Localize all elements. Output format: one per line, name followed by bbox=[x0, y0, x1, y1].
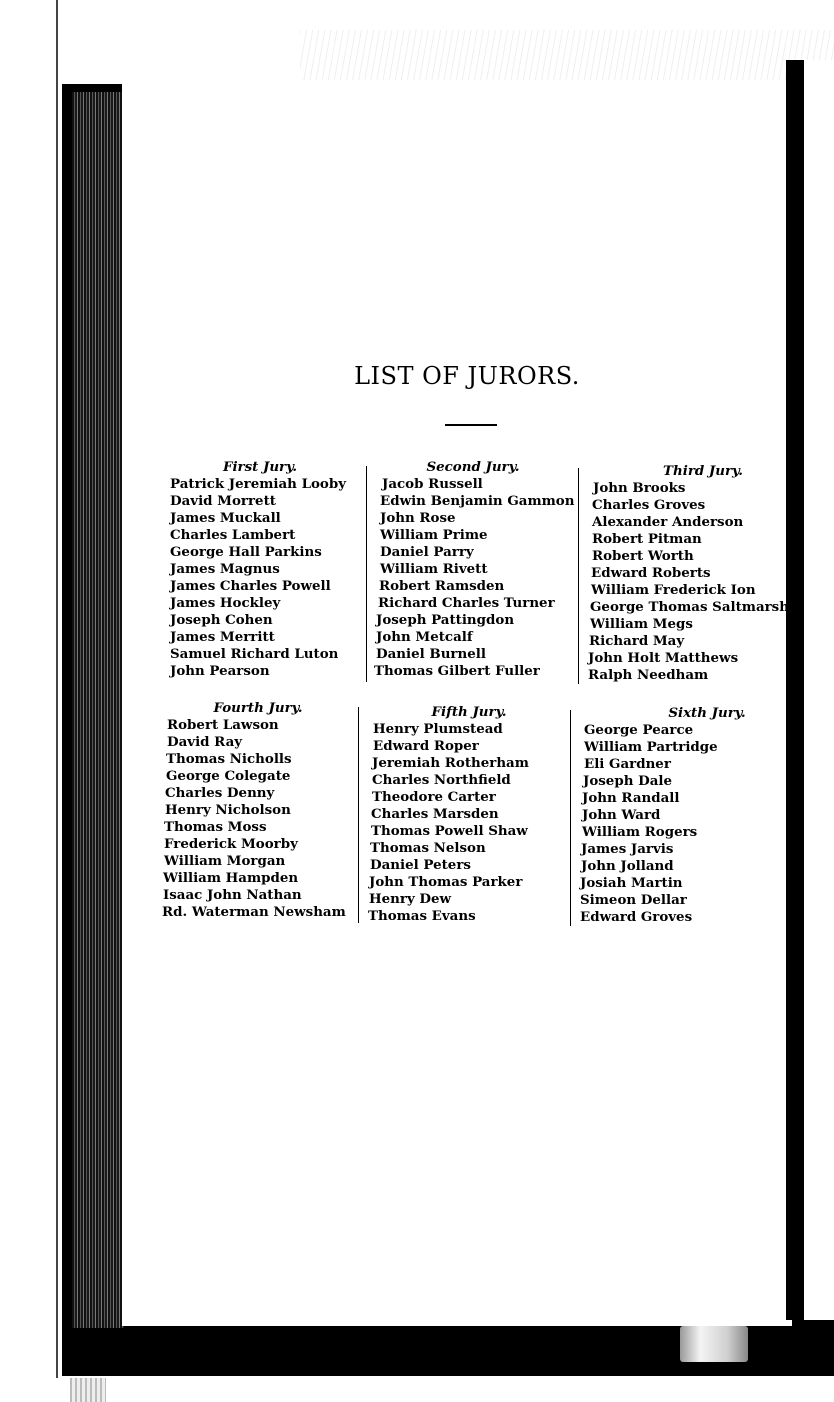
juror-list bbox=[170, 476, 370, 680]
jury-block-second bbox=[376, 459, 576, 680]
scan-edge-line bbox=[56, 0, 58, 1402]
scan-noise bbox=[300, 30, 834, 80]
juror-list bbox=[163, 717, 363, 921]
juror-name: John Metcalf bbox=[376, 629, 473, 645]
juror-name: Thomas Moss bbox=[164, 819, 267, 835]
juror-name: John Randall bbox=[582, 790, 680, 806]
juror-name: John Thomas Parker bbox=[369, 874, 523, 890]
juror-name: Patrick Jeremiah Looby bbox=[170, 476, 346, 492]
juror-name: Daniel Burnell bbox=[376, 646, 486, 662]
juror-name: Joseph Dale bbox=[583, 773, 672, 789]
juror-name: William Morgan bbox=[164, 853, 286, 869]
juror-name: Simeon Dellar bbox=[580, 892, 687, 908]
column-divider bbox=[570, 710, 571, 926]
juror-name: Henry Dew bbox=[369, 891, 452, 907]
juror-name: Charles Groves bbox=[592, 497, 706, 513]
juror-name: James Magnus bbox=[170, 561, 280, 577]
column-divider bbox=[578, 468, 579, 684]
juror-name: Rd. Waterman Newsham bbox=[162, 904, 346, 920]
juror-name: George Colegate bbox=[166, 768, 291, 784]
juror-name: Robert Ramsden bbox=[379, 578, 505, 594]
page-edges bbox=[72, 92, 124, 1328]
juror-name: George Hall Parkins bbox=[170, 544, 322, 560]
juror-list bbox=[370, 721, 570, 925]
juror-name: James Jarvis bbox=[581, 841, 674, 857]
bottom-margin bbox=[0, 1378, 834, 1402]
juror-name: Jacob Russell bbox=[382, 476, 483, 492]
juror-name: Thomas Powell Shaw bbox=[371, 823, 528, 839]
juror-name: David Ray bbox=[167, 734, 243, 750]
juror-name: James Merritt bbox=[170, 629, 275, 645]
jury-block-sixth bbox=[580, 705, 780, 926]
juror-name: Charles Lambert bbox=[170, 527, 296, 543]
juror-name: David Morrett bbox=[170, 493, 276, 509]
juror-name: Thomas Gilbert Fuller bbox=[374, 663, 540, 679]
juror-name: Charles Northfield bbox=[372, 772, 511, 788]
juror-name: Robert Pitman bbox=[592, 531, 702, 547]
juror-name: Edward Roberts bbox=[591, 565, 711, 581]
page-clip bbox=[680, 1326, 748, 1362]
jury-heading: Fifth Jury. bbox=[431, 704, 507, 720]
juror-name: Henry Nicholson bbox=[165, 802, 291, 818]
juror-name: Joseph Cohen bbox=[170, 612, 273, 628]
juror-name: John Pearson bbox=[170, 663, 270, 679]
juror-name: William Frederick Ion bbox=[591, 582, 756, 598]
juror-name: Ralph Needham bbox=[588, 667, 709, 683]
jury-block-fifth bbox=[370, 704, 570, 925]
juror-list bbox=[376, 476, 576, 680]
jury-heading: Sixth Jury. bbox=[668, 705, 746, 721]
juror-name: John Brooks bbox=[593, 480, 686, 496]
jury-heading: Fourth Jury. bbox=[213, 700, 303, 716]
juror-name: Thomas Nicholls bbox=[166, 751, 292, 767]
juror-name: John Holt Matthews bbox=[588, 650, 739, 666]
juror-name: Samuel Richard Luton bbox=[170, 646, 339, 662]
juror-name: William Megs bbox=[590, 616, 693, 632]
juror-name: Richard Charles Turner bbox=[378, 595, 555, 611]
juror-name: Jeremiah Rotherham bbox=[372, 755, 529, 771]
juror-list bbox=[588, 480, 788, 684]
juror-name: Charles Denny bbox=[165, 785, 275, 801]
jury-block-third bbox=[588, 463, 788, 684]
column-divider bbox=[358, 707, 359, 923]
juror-name: Isaac John Nathan bbox=[163, 887, 302, 903]
juror-name: Daniel Parry bbox=[380, 544, 474, 560]
juror-name: Frederick Moorby bbox=[164, 836, 298, 852]
page-title: LIST OF JURORS. bbox=[354, 362, 580, 390]
juror-name: John Jolland bbox=[581, 858, 674, 874]
juror-name: Thomas Evans bbox=[368, 908, 476, 924]
juror-name: Robert Lawson bbox=[167, 717, 279, 733]
juror-name: Eli Gardner bbox=[584, 756, 671, 772]
jury-block-fourth bbox=[163, 700, 363, 921]
juror-list bbox=[580, 722, 780, 926]
column-divider bbox=[366, 466, 367, 682]
scan-noise-bottom bbox=[70, 1378, 106, 1402]
juror-name: Edward Groves bbox=[580, 909, 693, 925]
juror-name: Charles Marsden bbox=[371, 806, 499, 822]
juror-name: James Muckall bbox=[170, 510, 281, 526]
juror-name: John Rose bbox=[380, 510, 456, 526]
jury-heading: Third Jury. bbox=[663, 463, 743, 479]
juror-name: James Charles Powell bbox=[170, 578, 331, 594]
juror-name: Richard May bbox=[589, 633, 685, 649]
juror-name: Robert Worth bbox=[592, 548, 694, 564]
juror-name: Edward Roper bbox=[373, 738, 479, 754]
jury-heading: First Jury. bbox=[222, 459, 298, 475]
juror-name: William Partridge bbox=[584, 739, 718, 755]
juror-name: Edwin Benjamin Gammon bbox=[380, 493, 575, 509]
gutter-shadow bbox=[786, 60, 804, 1320]
juror-name: Josiah Martin bbox=[580, 875, 683, 891]
juror-name: Daniel Peters bbox=[370, 857, 471, 873]
juror-name: William Rogers bbox=[582, 824, 698, 840]
juror-name: Joseph Pattingdon bbox=[376, 612, 515, 628]
juror-name: George Thomas Saltmarsh bbox=[590, 599, 789, 615]
juror-name: Henry Plumstead bbox=[373, 721, 503, 737]
facing-page-edge bbox=[804, 60, 834, 1320]
juror-name: William Hampden bbox=[163, 870, 299, 886]
jury-block-first bbox=[170, 459, 370, 680]
juror-name: Theodore Carter bbox=[372, 789, 496, 805]
jury-heading: Second Jury. bbox=[426, 459, 520, 475]
juror-name: Alexander Anderson bbox=[592, 514, 744, 530]
juror-name: William Rivett bbox=[380, 561, 488, 577]
juror-name: William Prime bbox=[380, 527, 488, 543]
title-divider bbox=[445, 424, 497, 426]
juror-name: Thomas Nelson bbox=[370, 840, 486, 856]
juror-name: George Pearce bbox=[584, 722, 694, 738]
juror-name: John Ward bbox=[582, 807, 661, 823]
juror-name: James Hockley bbox=[170, 595, 281, 611]
